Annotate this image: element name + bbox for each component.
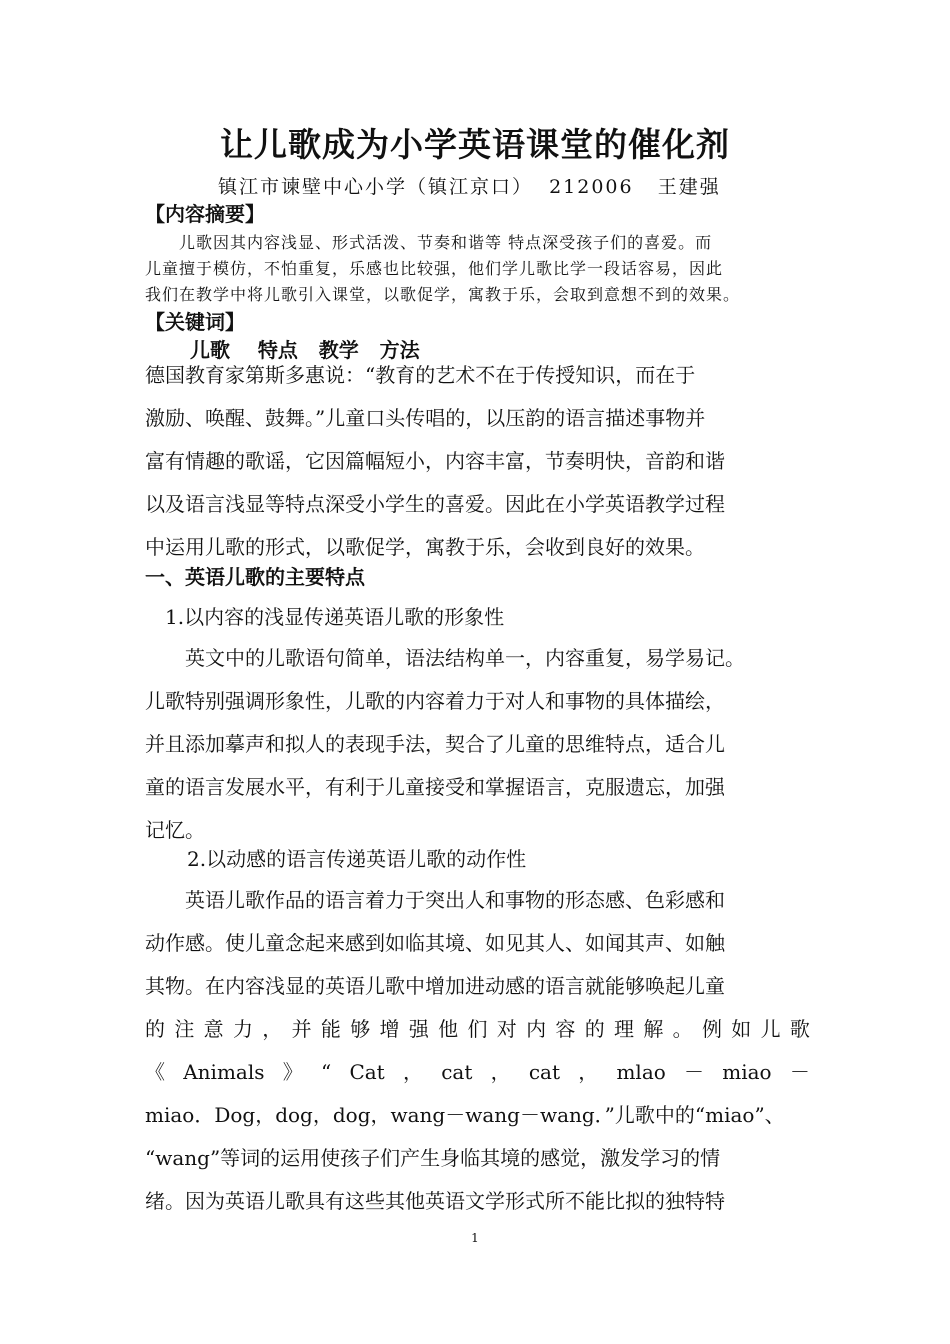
subsection-2-paragraph	[145, 879, 810, 1223]
paragraph-line: 英语儿歌作品的语言着力于突出人和事物的形态感、色彩感和	[145, 888, 725, 912]
line-token: 增	[379, 1017, 400, 1041]
line-token: ，	[402, 1060, 423, 1084]
paragraph-line: “wang”等词的运用使孩子们产生身临其境的感觉，激发学习的情	[145, 1146, 721, 1170]
abstract-text	[145, 230, 810, 308]
line-token: 注	[174, 1017, 195, 1041]
paragraph-line: 记忆。	[145, 818, 205, 842]
subsection-1-paragraph	[145, 637, 810, 852]
line-token: 们	[467, 1017, 488, 1041]
line-token: 歌	[789, 1017, 810, 1041]
line-token: 。	[672, 1017, 693, 1041]
line-token: 强	[408, 1017, 429, 1041]
paragraph-line: 动作感。使儿童念起来感到如临其境、如见其人、如闻其声、如触	[145, 931, 725, 955]
subsection-heading: 2.以动感的语言传递英语儿歌的动作性	[187, 847, 527, 871]
line-token: 内	[526, 1017, 547, 1041]
document-title: 让儿歌成为小学英语课堂的催化剂	[220, 125, 730, 164]
line-token: 《	[145, 1060, 165, 1084]
line-token: －	[789, 1060, 810, 1084]
paragraph-line: 其物。在内容浅显的英语儿歌中增加进动感的语言就能够唤起儿童	[145, 974, 725, 998]
line-token: mlao	[616, 1060, 666, 1084]
line-token: miao	[722, 1060, 772, 1084]
justified-line	[145, 1008, 810, 1051]
paragraph-line: 儿歌特别强调形象性，儿歌的内容着力于对人和事物的具体描绘，	[145, 689, 725, 713]
paragraph-line: 英文中的儿歌语句简单，语法结构单一，内容重复，易学易记。	[145, 646, 745, 670]
line-token: 解	[643, 1017, 664, 1041]
abstract-label: 【内容摘要】	[145, 202, 265, 226]
line-token: Cat	[349, 1060, 385, 1084]
line-token: 并	[291, 1017, 312, 1041]
abstract-line: 儿童擅于模仿，不怕重复，乐感也比较强，他们学儿歌比学一段话容易，因此	[145, 259, 724, 278]
line-token: 能	[320, 1017, 341, 1041]
abstract-line: 我们在教学中将儿歌引入课堂，以歌促学，寓教于乐，会取到意想不到的效果。	[145, 285, 741, 304]
line-token: cat	[528, 1060, 560, 1084]
line-token: －	[684, 1060, 705, 1084]
section-heading: 一、英语儿歌的主要特点	[145, 565, 365, 589]
line-token: 够	[350, 1017, 371, 1041]
line-token: 的	[584, 1017, 605, 1041]
line-token: 例	[701, 1017, 722, 1041]
line-token: 对	[496, 1017, 517, 1041]
line-token: 他	[438, 1017, 459, 1041]
paragraph-line: 绪。因为英语儿歌具有这些其他英语文学形式所不能比拟的独特特	[145, 1189, 725, 1213]
line-token: 》	[282, 1060, 303, 1084]
line-token: ，	[490, 1060, 511, 1084]
line-token: “	[320, 1060, 332, 1084]
line-token: 的	[145, 1017, 165, 1041]
paragraph-line: 激励、唤醒、鼓舞。”儿童口头传唱的，以压韵的语言描述事物并	[145, 406, 706, 430]
subsection-heading: 1.以内容的浅显传递英语儿歌的形象性	[165, 605, 505, 629]
author-byline: 镇江市谏壁中心小学（镇江京口） 212006 王建强	[218, 176, 721, 198]
paragraph-line: 并且添加摹声和拟人的表现手法，契合了儿童的思维特点，适合儿	[145, 732, 725, 756]
justified-line	[145, 1051, 810, 1094]
line-token: Animals	[183, 1060, 265, 1084]
page-number: 1	[471, 1231, 479, 1245]
paragraph-line: 童的语言发展水平，有利于儿童接受和掌握语言，克服遗忘，加强	[145, 775, 725, 799]
keywords-label: 【关键词】	[145, 310, 245, 334]
line-token: ，	[578, 1060, 599, 1084]
line-token: 儿	[760, 1017, 781, 1041]
line-token: cat	[441, 1060, 473, 1084]
line-token: 力	[232, 1017, 253, 1041]
paragraph-line: 以及语言浅显等特点深受小学生的喜爱。因此在小学英语教学过程	[145, 492, 725, 516]
paragraph-line: 富有情趣的歌谣，它因篇幅短小，内容丰富，节奏明快，音韵和谐	[145, 449, 725, 473]
keywords-list: 儿歌 特点 教学 方法	[190, 338, 420, 362]
paragraph-line: 德国教育家第斯多惠说：“教育的艺术不在于传授知识，而在于	[145, 363, 696, 387]
line-token: ，	[262, 1017, 283, 1041]
line-token: 理	[614, 1017, 634, 1041]
paragraph-line: 中运用儿歌的形式，以歌促学，寓教于乐，会收到良好的效果。	[145, 535, 705, 559]
line-token: 容	[555, 1017, 576, 1041]
line-token: 意	[203, 1017, 224, 1041]
intro-paragraph	[145, 354, 810, 569]
abstract-line: 儿歌因其内容浅显、形式活泼、节奏和谐等 特点深受孩子们的喜爱。而	[145, 233, 713, 252]
line-token: 如	[731, 1017, 752, 1041]
paragraph-line: miao．Dog，dog，dog，wang－wang－wang．”儿歌中的“miao”、	[145, 1103, 785, 1127]
